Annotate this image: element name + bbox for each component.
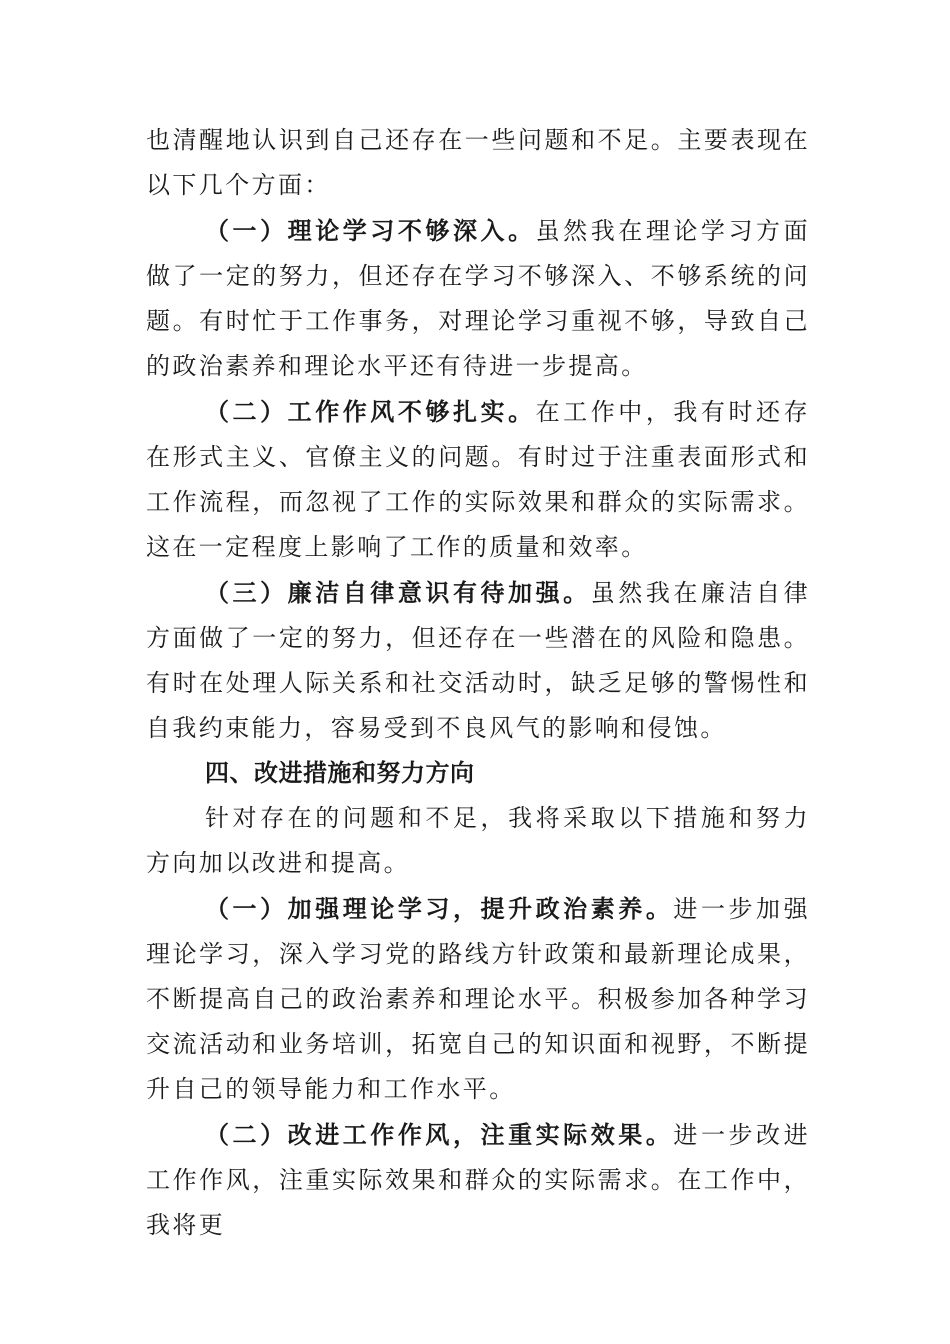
measure-1-title: （一）加强理论学习，提升政治素养。 xyxy=(205,894,674,923)
document-body xyxy=(146,118,810,1248)
problem-1-text: 虽然我在理论学习方面做了一定的努力，但还存在学习不够深入、不够系统的问题。有时忙于工作事务，对理论学习重视不够，导致自己的政治素养和理论水平还有待进一步提高。 xyxy=(146,217,810,380)
paragraph-problem-3 xyxy=(146,570,810,751)
paragraph-intro: 也清醒地认识到自己还存在一些问题和不足。主要表现在以下几个方面： xyxy=(146,126,810,199)
paragraph-problem-2 xyxy=(146,389,810,570)
problem-2-text: 在工作中，我有时还存在形式主义、官僚主义的问题。有时过于注重表面形式和工作流程，而忽视了工作的实际效果和群众的实际需求。这在一定程度上影响了工作的质量和效率。 xyxy=(146,398,810,561)
problem-3-text: 虽然我在廉洁自律方面做了一定的努力，但还存在一些潜在的风险和隐患。有时在处理人际关系和社交活动时，缺乏足够的警惕性和自我约束能力，容易受到不良风气的影响和侵蚀。 xyxy=(146,579,810,742)
paragraph-measure-2 xyxy=(146,1112,810,1248)
problem-1-title: （一）理论学习不够深入。 xyxy=(205,216,536,245)
paragraph-measure-1 xyxy=(146,886,810,1112)
measure-1-text: 进一步加强理论学习，深入学习党的路线方针政策和最新理论成果，不断提高自己的政治素养和理论水平。积极参加各种学习交流活动和业务培训，拓宽自己的知识面和视野，不断提升自己的领导能力和工作水平。 xyxy=(146,895,810,1103)
measure-2-title: （二）改进工作作风，注重实际效果。 xyxy=(205,1120,674,1149)
paragraph-measures-intro: 针对存在的问题和不足，我将采取以下措施和努力方向加以改进和提高。 xyxy=(146,804,810,877)
measure-2-text: 进一步改进工作作风，注重实际效果和群众的实际需求。在工作中，我将更 xyxy=(146,1121,810,1239)
paragraph-problem-1 xyxy=(146,208,810,389)
problem-3-title: （三）廉洁自律意识有待加强。 xyxy=(205,578,591,607)
problem-2-title: （二）工作作风不够扎实。 xyxy=(205,397,536,426)
section-heading-4: 四、改进措施和努力方向 xyxy=(205,759,475,787)
